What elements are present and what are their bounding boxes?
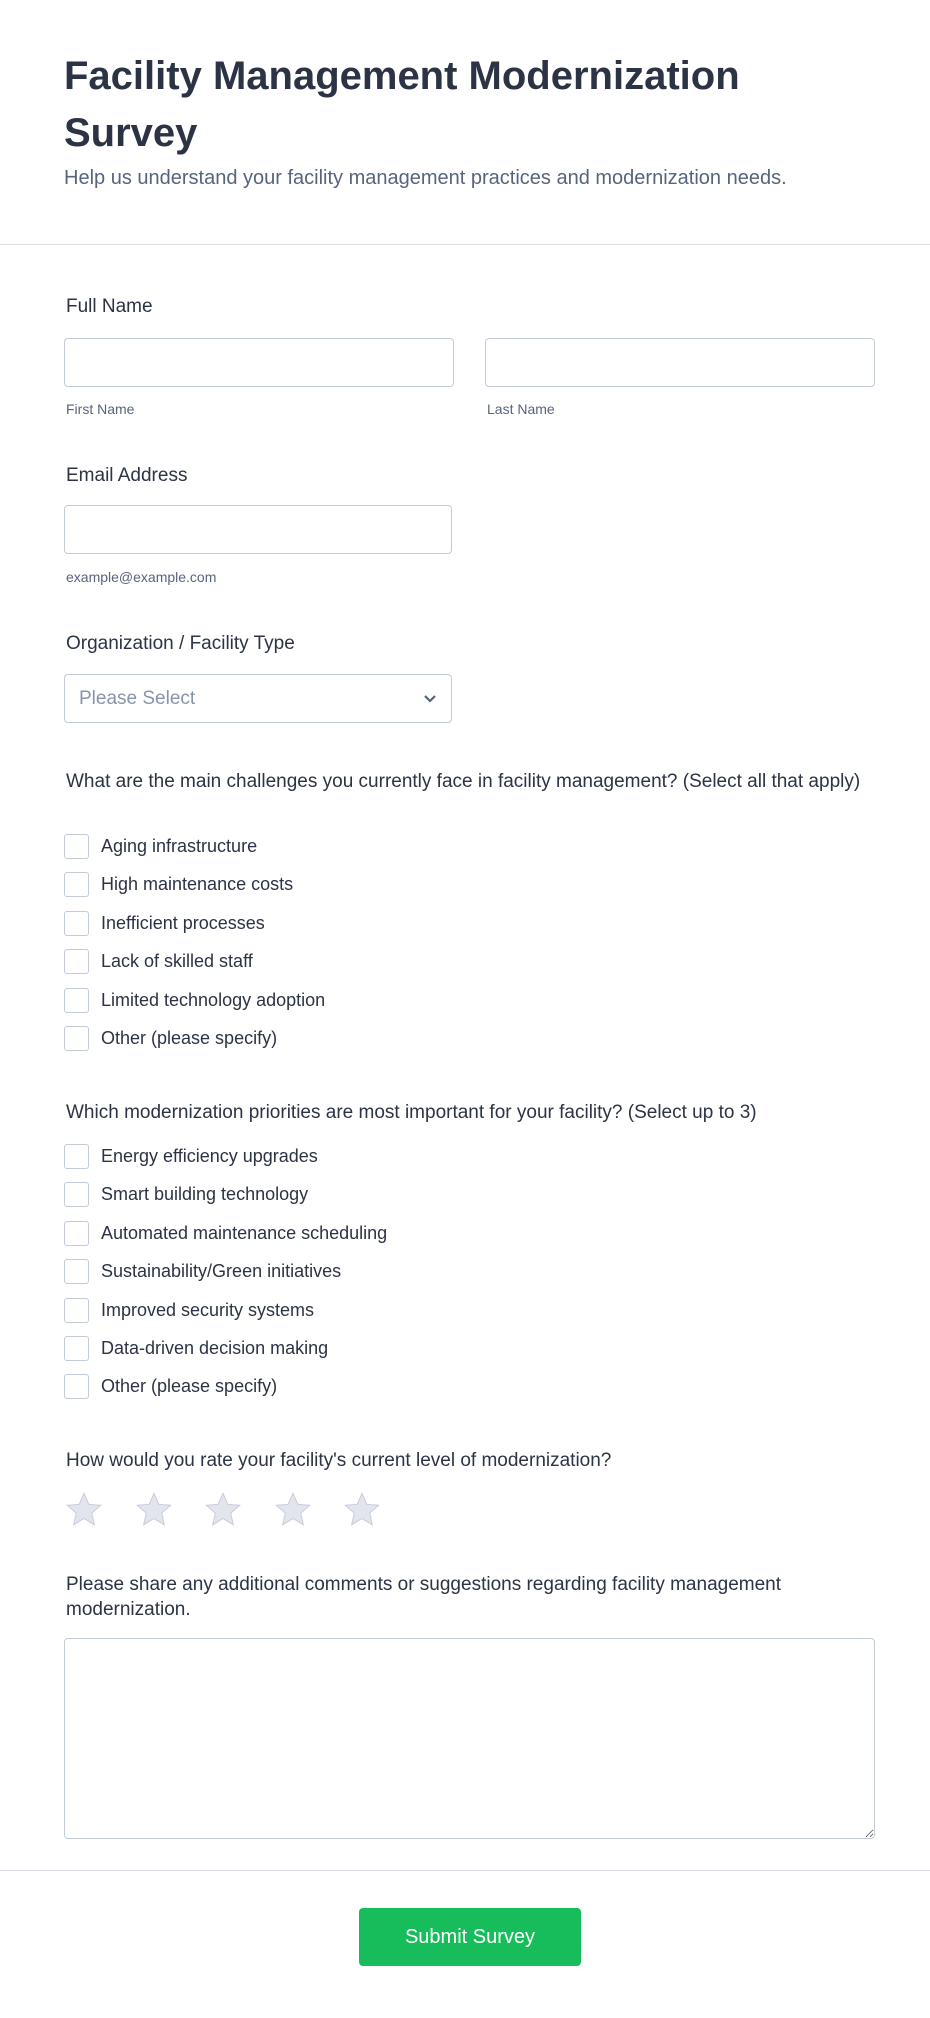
checkbox-label[interactable]: Lack of skilled staff	[101, 951, 253, 972]
star-icon[interactable]	[203, 1490, 243, 1530]
email-input[interactable]	[64, 505, 452, 554]
checkbox-label[interactable]: Other (please specify)	[101, 1376, 278, 1397]
comments-question: Please share any additional comments or suggestions regarding facility management modernization.	[66, 1574, 782, 1620]
checkbox-label[interactable]: Energy efficiency upgrades	[101, 1146, 318, 1166]
checkbox[interactable]	[64, 834, 89, 859]
checkbox[interactable]	[64, 949, 89, 974]
checkbox[interactable]	[64, 1026, 89, 1051]
checkbox[interactable]	[64, 1259, 89, 1284]
last-name-hint: Last Name	[487, 401, 555, 417]
checkbox[interactable]	[64, 1182, 89, 1207]
priorities-question: Which modernization priorities are most important for your facility? (Select up to 3)	[66, 1102, 757, 1123]
checkbox-label[interactable]: Inefficient processes	[101, 912, 265, 933]
checkbox[interactable]	[64, 872, 89, 897]
checkbox-label[interactable]: Automated maintenance scheduling	[101, 1222, 388, 1243]
first-name-hint: First Name	[66, 401, 135, 417]
org-label: Organization / Facility Type	[66, 633, 295, 654]
checkbox[interactable]	[64, 1221, 89, 1246]
page-title: Facility Management Modernization Survey	[64, 54, 740, 155]
star-icon[interactable]	[134, 1490, 174, 1530]
checkbox-label[interactable]: Aging infrastructure	[101, 836, 258, 856]
rating-question: How would you rate your facility's current level of modernization?	[66, 1450, 612, 1471]
checkbox[interactable]	[64, 1144, 89, 1169]
checkbox-label[interactable]: High maintenance costs	[101, 874, 294, 895]
checkbox-label[interactable]: Limited technology adoption	[101, 989, 326, 1010]
star-icon[interactable]	[342, 1490, 382, 1530]
comments-textarea[interactable]	[64, 1638, 875, 1839]
page-subtitle: Help us understand your facility management practices and modernization needs.	[64, 167, 787, 189]
checkbox[interactable]	[64, 988, 89, 1013]
star-icon[interactable]	[64, 1490, 104, 1530]
submit-button[interactable]: Submit Survey	[359, 1908, 581, 1966]
checkbox[interactable]	[64, 911, 89, 936]
full-name-label: Full Name	[66, 296, 153, 317]
challenges-question: What are the main challenges you currently face in facility management? (Select all that apply)	[66, 771, 861, 792]
org-select[interactable]	[64, 674, 452, 723]
last-name-input[interactable]	[485, 338, 875, 387]
org-select-placeholder: Please Select	[79, 687, 196, 709]
footer-divider	[0, 1870, 930, 1871]
checkbox[interactable]	[64, 1336, 89, 1361]
checkbox-label[interactable]: Smart building technology	[101, 1184, 309, 1205]
chevron-down-icon	[423, 694, 437, 704]
header-divider	[0, 244, 930, 245]
first-name-input[interactable]	[64, 338, 454, 387]
checkbox-label[interactable]: Improved security systems	[101, 1299, 315, 1320]
checkbox-label[interactable]: Data-driven decision making	[101, 1338, 329, 1358]
email-hint: example@example.com	[66, 569, 217, 585]
star-icon[interactable]	[273, 1490, 313, 1530]
email-label: Email Address	[66, 465, 188, 486]
checkbox[interactable]	[64, 1374, 89, 1399]
checkbox-label[interactable]: Other (please specify)	[101, 1028, 278, 1048]
checkbox[interactable]	[64, 1298, 89, 1323]
checkbox-label[interactable]: Sustainability/Green initiatives	[101, 1261, 342, 1282]
